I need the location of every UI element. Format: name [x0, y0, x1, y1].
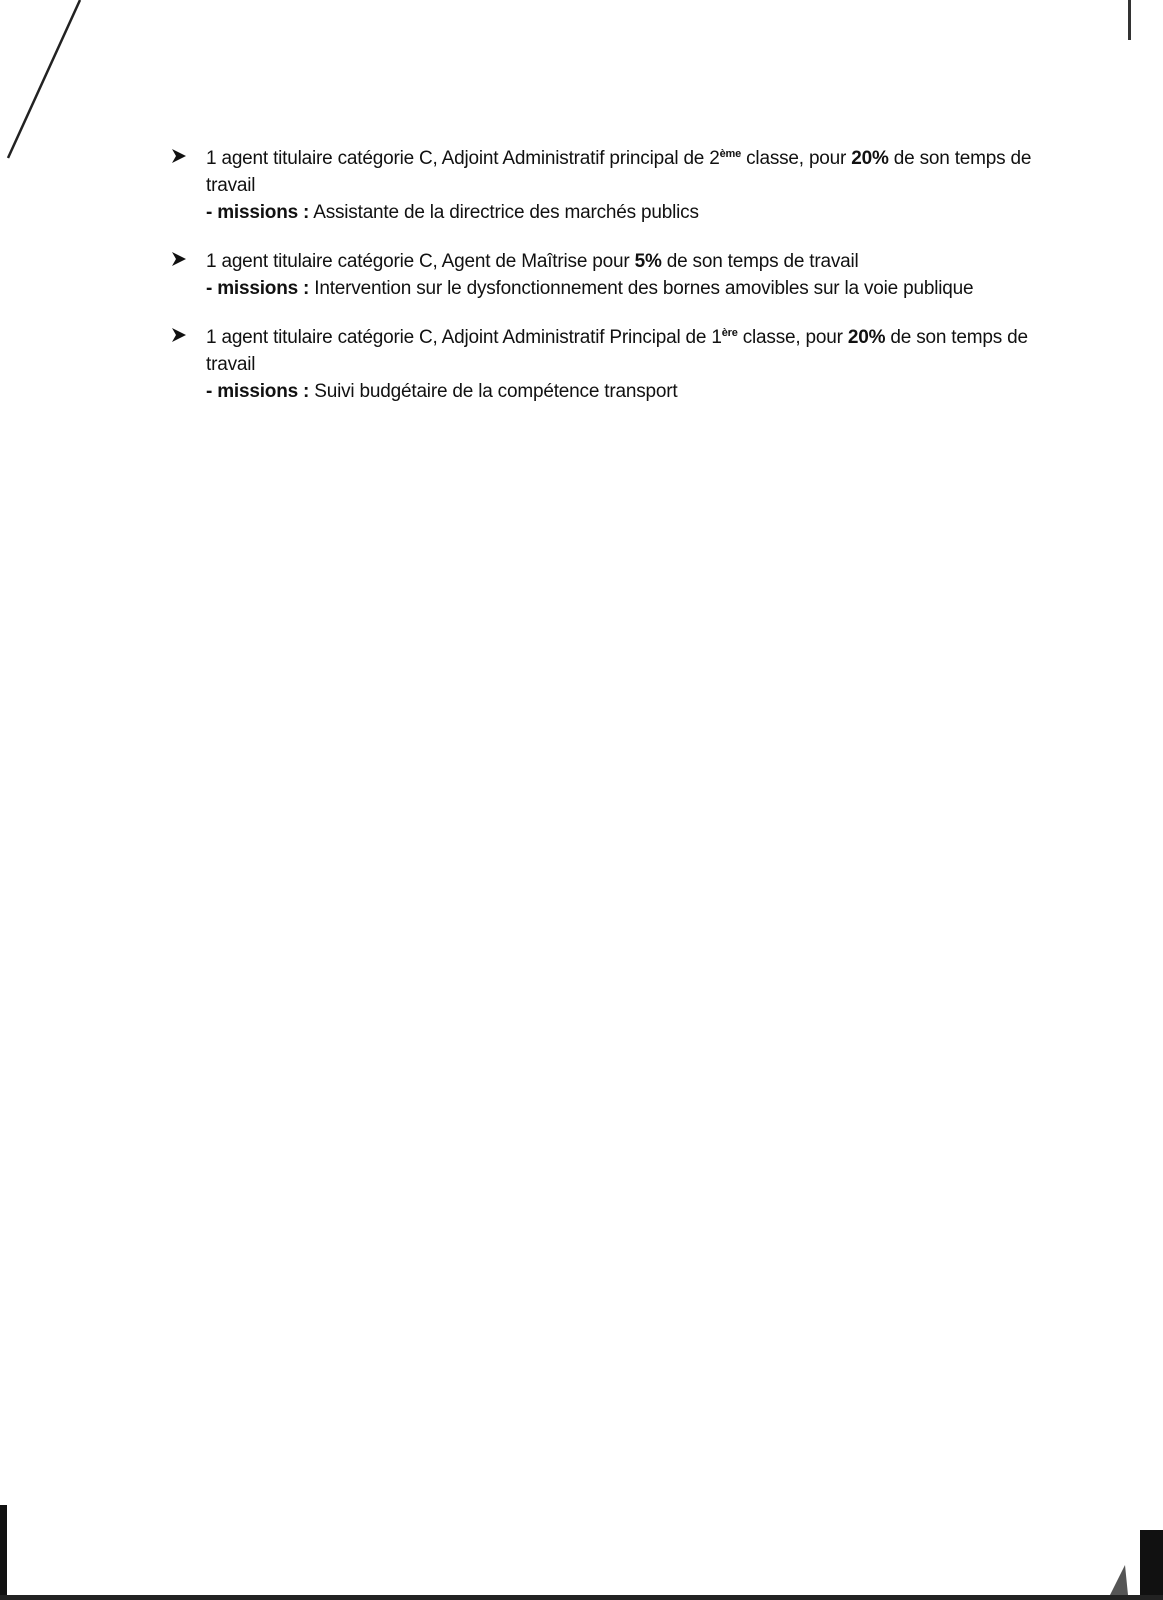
arrowhead-bullet-icon [170, 324, 206, 344]
item-mid: classe, pour [737, 327, 848, 348]
item-lead: 1 agent titulaire catégorie C, Agent de Maîtrise pour [206, 251, 635, 272]
arrowhead-bullet-icon [170, 248, 206, 268]
missions-text: Suivi budgétaire de la compétence transport [309, 381, 678, 402]
item-mid: classe, pour [741, 148, 852, 169]
missions-line [206, 199, 1050, 226]
item-tail: de son temps de travail [206, 327, 1028, 375]
missions-line [206, 275, 1050, 302]
document-content [170, 145, 1050, 427]
item-percent: 20% [851, 148, 889, 169]
item-percent: 20% [847, 327, 886, 348]
list-item [170, 324, 1050, 405]
item-text [206, 248, 1050, 302]
ordinal-suffix: ère [721, 327, 738, 339]
item-tail: de son temps de travail [661, 251, 859, 272]
missions-text: Intervention sur le dysfonctionnement des bornes amovibles sur la voie publique [309, 278, 974, 299]
item-text [206, 145, 1050, 226]
ordinal-suffix: ème [719, 148, 742, 160]
missions-label: - missions : [206, 202, 310, 223]
missions-label: - missions : [206, 278, 310, 299]
item-lead: 1 agent titulaire catégorie C, Adjoint Administratif Principal de 1 [206, 327, 722, 348]
item-tail: de son temps de travail [206, 148, 1032, 196]
item-text [206, 324, 1050, 405]
missions-line [206, 378, 1050, 405]
missions-label: - missions : [206, 381, 310, 402]
list-item [170, 145, 1050, 226]
item-percent: 5% [634, 251, 662, 272]
item-lead: 1 agent titulaire catégorie C, Adjoint Administratif principal de 2 [206, 148, 720, 169]
missions-text: Assistante de la directrice des marchés publics [309, 202, 699, 223]
arrowhead-bullet-icon [170, 145, 206, 165]
list-item [170, 248, 1050, 302]
